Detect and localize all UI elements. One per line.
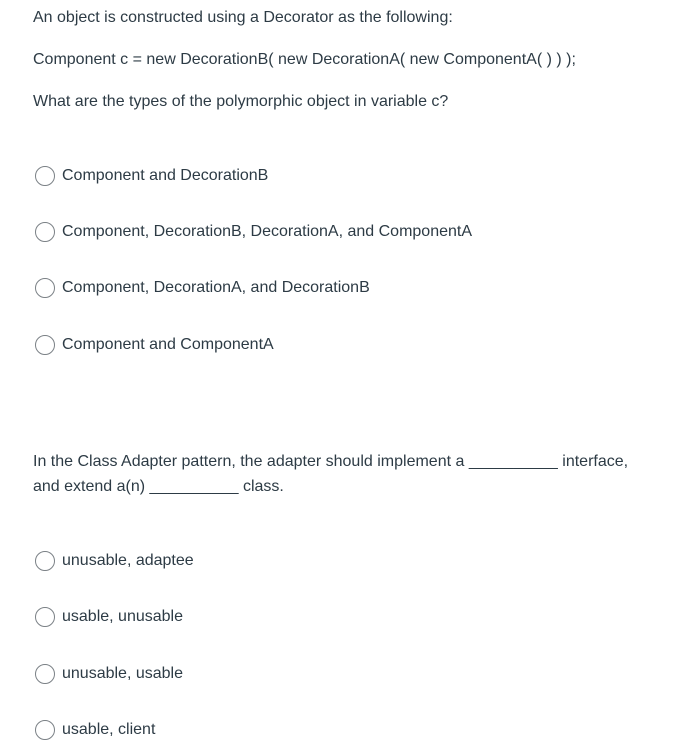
q2-option-c-label: unusable, usable bbox=[62, 665, 183, 682]
radio-button[interactable] bbox=[35, 607, 55, 627]
radio-button[interactable] bbox=[35, 222, 55, 242]
question-2-line-1 bbox=[33, 452, 628, 472]
q1-option-c-label: Component, DecorationA, and DecorationB bbox=[62, 279, 370, 296]
question-2-line-2 bbox=[33, 477, 284, 497]
radio-button[interactable] bbox=[35, 720, 55, 740]
q1-option-d[interactable] bbox=[35, 333, 274, 357]
q1-option-c[interactable] bbox=[35, 276, 370, 300]
question-2-text-3: and extend a(n) bbox=[33, 478, 146, 495]
radio-button[interactable] bbox=[35, 664, 55, 684]
q1-option-a-label: Component and DecorationB bbox=[62, 167, 269, 184]
question-2-text-4: class. bbox=[242, 478, 284, 495]
q1-option-b[interactable] bbox=[35, 220, 472, 244]
radio-button[interactable] bbox=[35, 551, 55, 571]
question-2-text-2: interface, bbox=[562, 453, 629, 470]
radio-button[interactable] bbox=[35, 335, 55, 355]
q2-option-a[interactable] bbox=[35, 549, 194, 573]
q1-option-d-label: Component and ComponentA bbox=[62, 336, 274, 353]
q2-option-d-label: usable, client bbox=[62, 721, 156, 738]
radio-button[interactable] bbox=[35, 278, 55, 298]
question-1-line-1: An object is constructed using a Decorator as the following: bbox=[33, 9, 453, 26]
blank-1: __________ bbox=[468, 453, 558, 470]
q1-option-b-label: Component, DecorationB, DecorationA, and ComponentA bbox=[62, 223, 473, 240]
q2-option-b[interactable] bbox=[35, 605, 183, 629]
q2-option-b-label: usable, unusable bbox=[62, 608, 183, 625]
blank-2: __________ bbox=[149, 478, 239, 495]
q2-option-c[interactable] bbox=[35, 662, 183, 686]
q1-option-a[interactable] bbox=[35, 164, 268, 188]
question-1-prompt: What are the types of the polymorphic object in variable c? bbox=[33, 93, 449, 110]
radio-button[interactable] bbox=[35, 166, 55, 186]
question-2-text-1: In the Class Adapter pattern, the adapter should implement a bbox=[33, 453, 465, 470]
q2-option-d[interactable] bbox=[35, 718, 155, 742]
question-1-code-line: Component c = new DecorationB( new DecorationA( new ComponentA( ) ) ); bbox=[33, 51, 576, 68]
q2-option-a-label: unusable, adaptee bbox=[62, 552, 194, 569]
